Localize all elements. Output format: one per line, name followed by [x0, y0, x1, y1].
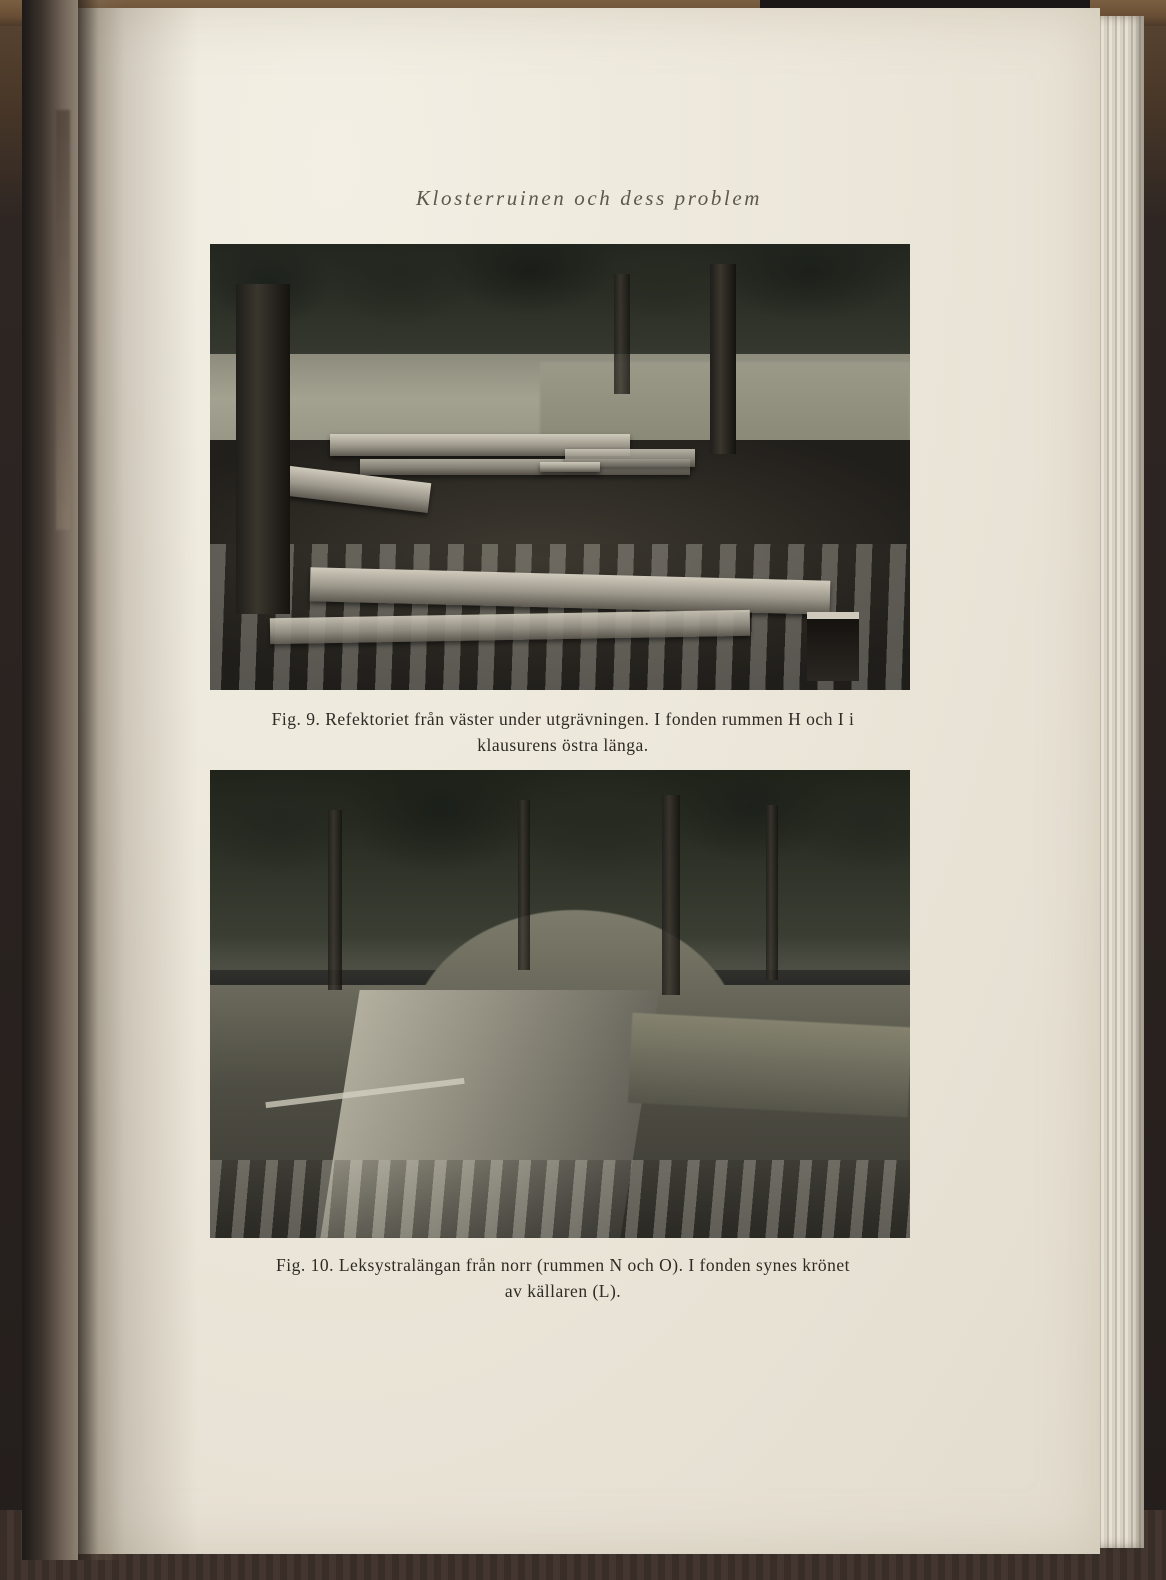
- gutter-shadow-overlay: [78, 8, 198, 1554]
- photo2-tree-trunk-d: [766, 805, 778, 980]
- photo1-bucket: [807, 612, 859, 681]
- fig-9-caption-line-1: Fig. 9. Refektoriet från väster under utgrävningen. I fonden rummen H och I i: [271, 709, 855, 729]
- fig-9-caption-line-2: klausurens östra länga.: [477, 735, 649, 755]
- page-edges: [1096, 16, 1144, 1548]
- figure-caption-fig-10: [198, 1252, 928, 1304]
- book-binding: [22, 0, 78, 1560]
- photo1-bench: [540, 462, 600, 472]
- photo2-far-ridge: [628, 1013, 910, 1118]
- photo2-tree-trunk-c: [662, 795, 680, 995]
- fig-10-caption-line-1: Fig. 10. Leksystralängan från norr (rummen N och O). I fonden synes krönet: [275, 1255, 850, 1275]
- open-book: [22, 0, 1144, 1560]
- page-title: Klosterruinen och dess problem: [415, 186, 763, 210]
- photo1-tree-trunk-left: [236, 284, 290, 614]
- figure-caption-fig-9: [198, 706, 928, 758]
- photo1-tree-trunk-right: [710, 264, 736, 454]
- photo1-tree-trunk-mid: [614, 274, 630, 394]
- figure-image-fig-9: [210, 244, 910, 690]
- photo2-tree-trunk-b: [518, 800, 530, 970]
- fig-10-caption-line-2: av källaren (L).: [504, 1281, 622, 1301]
- book-page: [78, 8, 1100, 1554]
- photo2-tree-trunk-a: [328, 810, 342, 990]
- photo2-stone-rubble: [210, 1160, 910, 1238]
- figure-image-fig-10: [210, 770, 910, 1238]
- binding-highlight: [56, 110, 70, 530]
